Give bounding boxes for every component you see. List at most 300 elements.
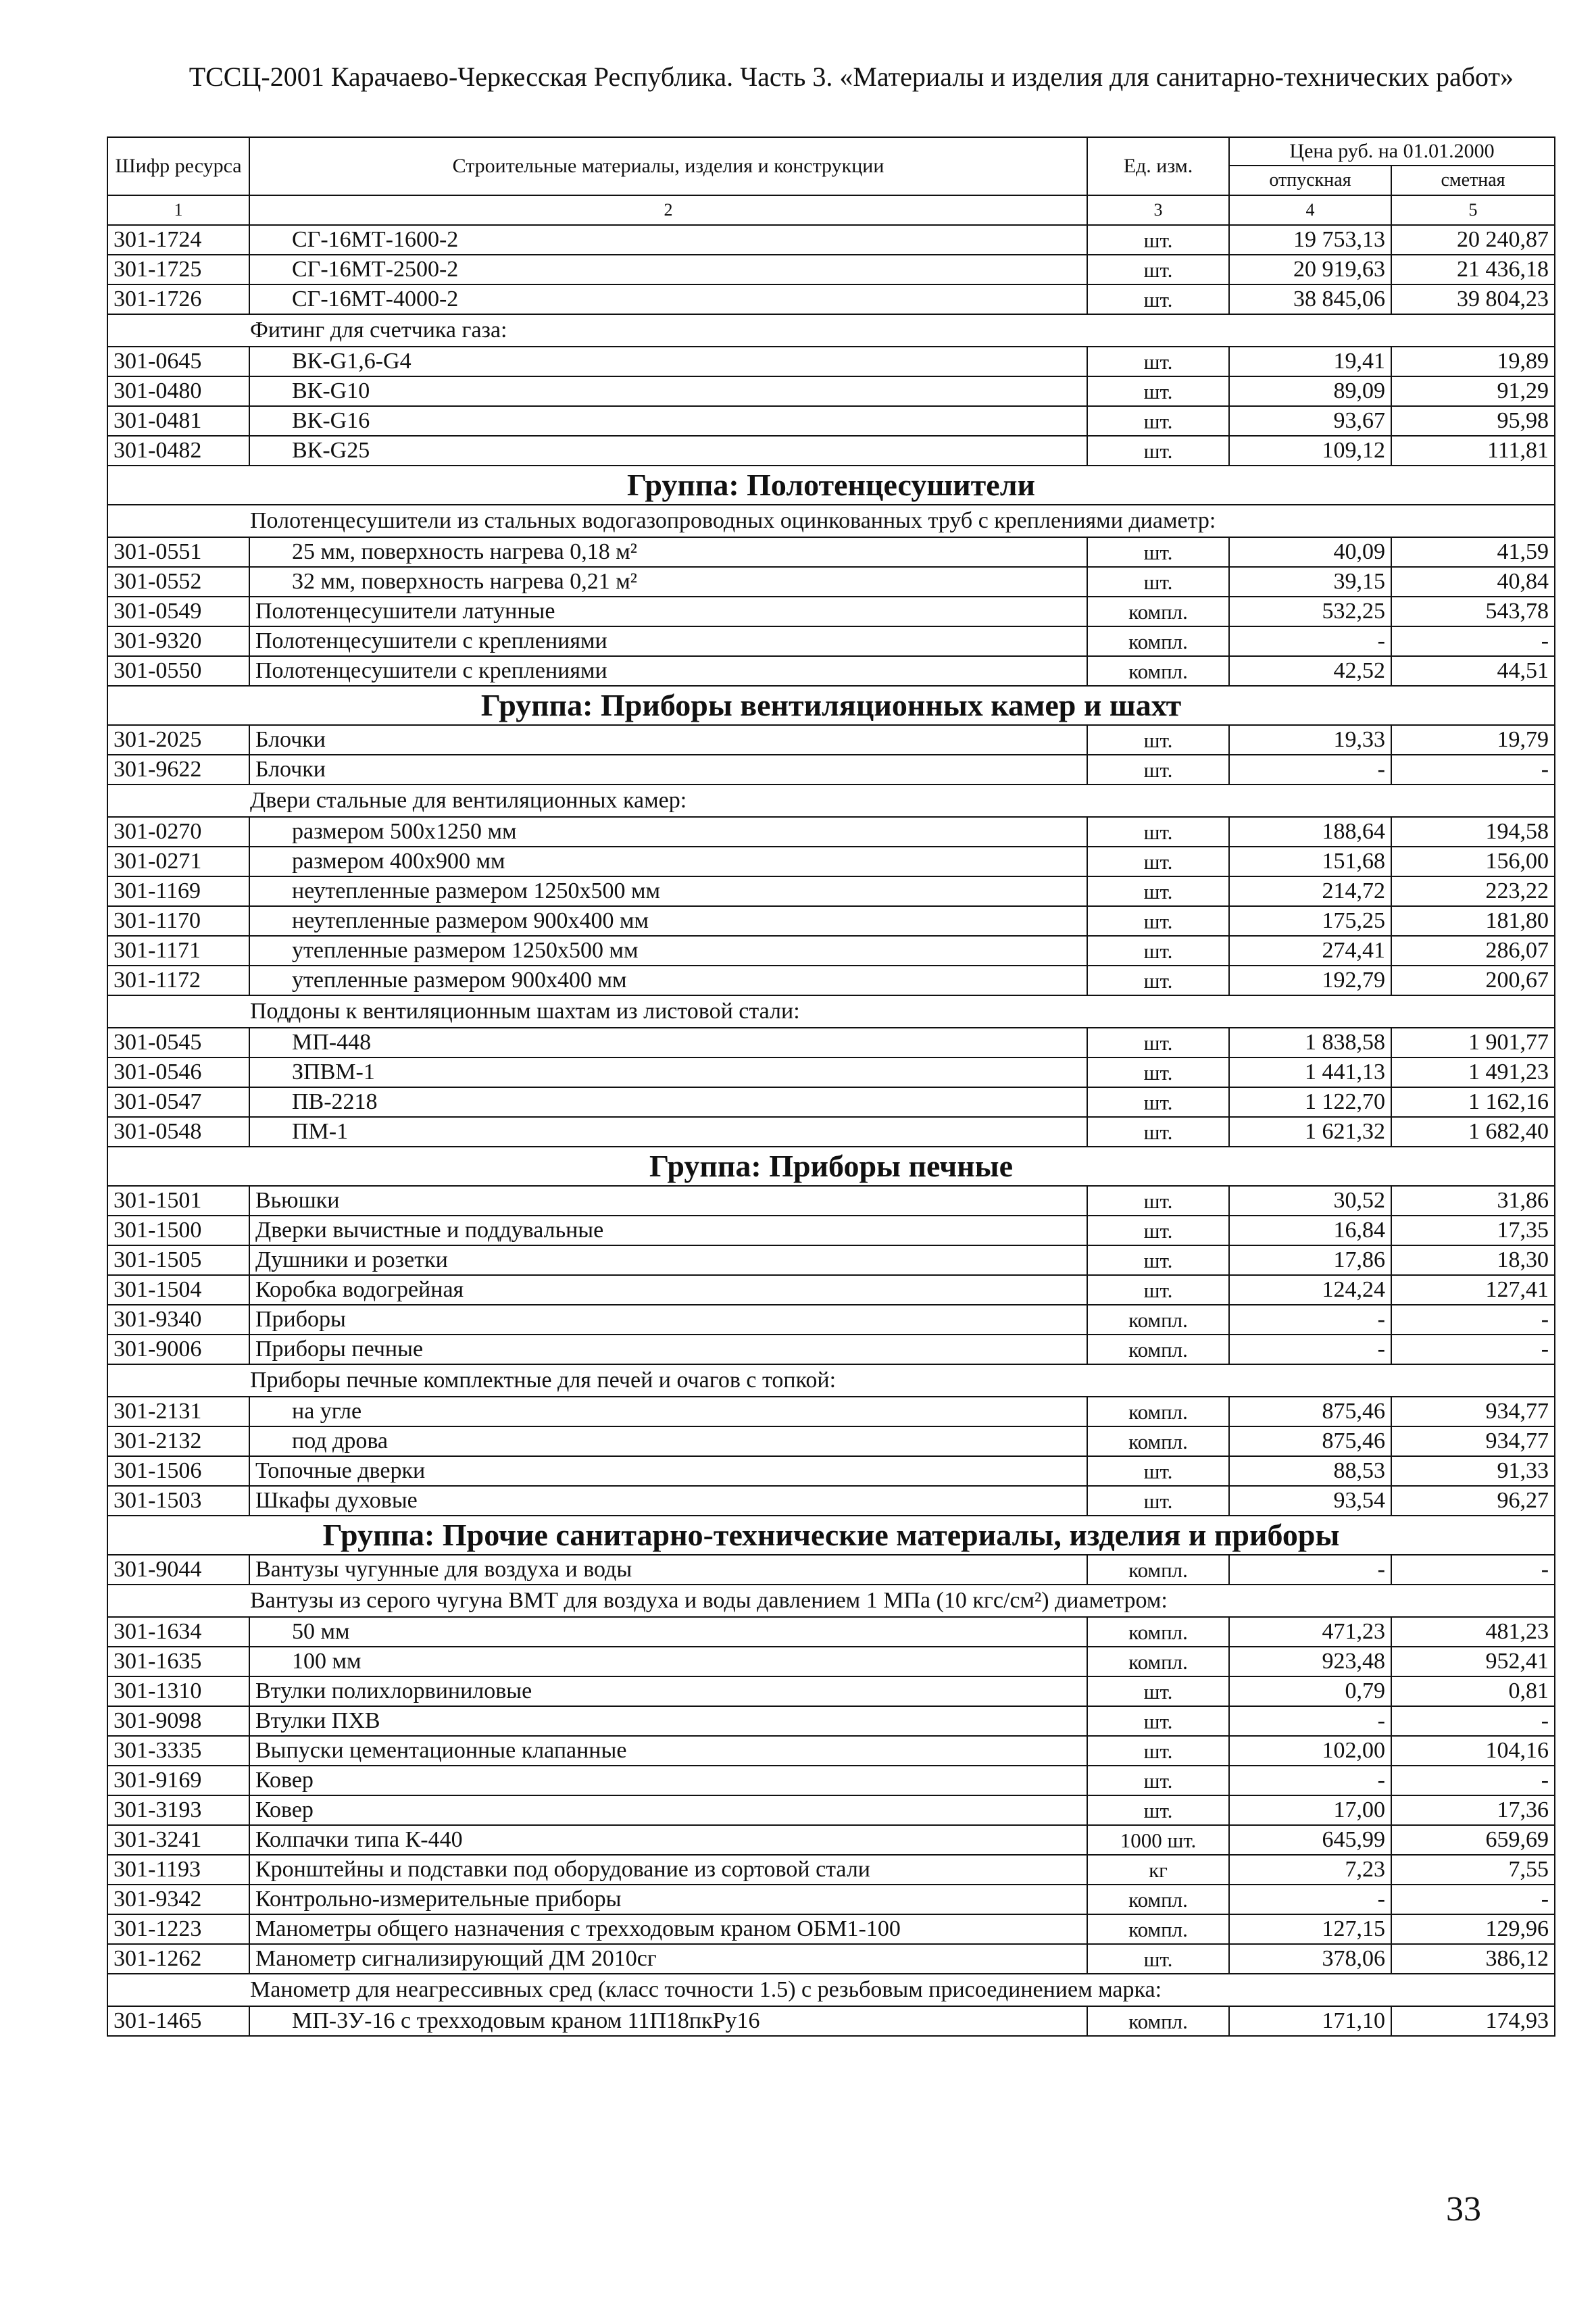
estimate-price: 194,58: [1391, 817, 1555, 847]
unit: шт.: [1087, 1676, 1229, 1706]
release-price: 38 845,06: [1229, 284, 1391, 314]
group-heading: Группа: Прочие санитарно-технические материалы, изделия и приборы: [107, 1516, 1555, 1555]
release-price: 1 122,70: [1229, 1087, 1391, 1117]
release-price: 0,79: [1229, 1676, 1391, 1706]
table-row: [107, 725, 1555, 755]
resource-code: 301-1193: [107, 1855, 249, 1885]
table-row: [107, 1766, 1555, 1795]
material-name: СГ-16МТ-1600-2: [249, 225, 1087, 255]
unit: компл.: [1087, 656, 1229, 686]
unit: компл.: [1087, 1914, 1229, 1944]
release-price: 274,41: [1229, 936, 1391, 966]
unit: шт.: [1087, 347, 1229, 376]
unit: компл.: [1087, 1555, 1229, 1585]
unit: шт.: [1087, 436, 1229, 466]
unit: шт.: [1087, 725, 1229, 755]
resource-code: 301-0545: [107, 1028, 249, 1057]
table-row: [107, 1305, 1555, 1335]
material-name: 32 мм, поверхность нагрева 0,21 м²: [249, 567, 1087, 597]
material-name: Вьюшки: [249, 1186, 1087, 1216]
resource-code: 301-1501: [107, 1186, 249, 1216]
col-header-estimate-price: сметная: [1391, 166, 1555, 195]
release-price: 89,09: [1229, 376, 1391, 406]
estimate-price: 1 491,23: [1391, 1057, 1555, 1087]
table-row: [107, 1647, 1555, 1676]
material-name: СГ-16МТ-2500-2: [249, 255, 1087, 284]
release-price: 20 919,63: [1229, 255, 1391, 284]
subheading-row: [107, 1364, 1555, 1397]
table-row: [107, 436, 1555, 466]
estimate-price: 40,84: [1391, 567, 1555, 597]
resource-code: 301-9044: [107, 1555, 249, 1585]
release-price: -: [1229, 1885, 1391, 1914]
estimate-price: 543,78: [1391, 597, 1555, 626]
resource-code: 301-0271: [107, 847, 249, 876]
column-number: 5: [1391, 195, 1555, 225]
release-price: 175,25: [1229, 906, 1391, 936]
material-name: Полотенцесушители с креплениями: [249, 626, 1087, 656]
resource-code: 301-1504: [107, 1275, 249, 1305]
resource-code: 301-1223: [107, 1914, 249, 1944]
estimate-price: 181,80: [1391, 906, 1555, 936]
col-header-name: Строительные материалы, изделия и конструкции: [249, 137, 1087, 195]
material-name: Топочные дверки: [249, 1456, 1087, 1486]
subheading-row: [107, 1585, 1555, 1617]
table-row: [107, 755, 1555, 785]
group-heading: Группа: Полотенцесушители: [107, 466, 1555, 505]
material-name: ПМ-1: [249, 1117, 1087, 1147]
table-row: [107, 656, 1555, 686]
resource-code: 301-1503: [107, 1486, 249, 1516]
material-name: 25 мм, поверхность нагрева 0,18 м²: [249, 537, 1087, 567]
unit: шт.: [1087, 1028, 1229, 1057]
release-price: -: [1229, 1706, 1391, 1736]
table-row: [107, 1885, 1555, 1914]
resource-code: 301-9342: [107, 1885, 249, 1914]
release-price: 88,53: [1229, 1456, 1391, 1486]
estimate-price: 19,89: [1391, 347, 1555, 376]
estimate-price: 1 682,40: [1391, 1117, 1555, 1147]
estimate-price: -: [1391, 626, 1555, 656]
material-name: Коробка водогрейная: [249, 1275, 1087, 1305]
resource-code: 301-0480: [107, 376, 249, 406]
material-name: ВК-G25: [249, 436, 1087, 466]
unit: шт.: [1087, 284, 1229, 314]
table-row: [107, 2006, 1555, 2036]
material-name: Втулки полихлорвиниловые: [249, 1676, 1087, 1706]
estimate-price: 127,41: [1391, 1275, 1555, 1305]
table-row: [107, 567, 1555, 597]
material-name: неутепленные размером 1250х500 мм: [249, 876, 1087, 906]
unit: шт.: [1087, 1736, 1229, 1766]
price-table: [107, 136, 1555, 2037]
group-heading: Группа: Приборы печные: [107, 1147, 1555, 1186]
estimate-price: -: [1391, 1335, 1555, 1364]
material-name: неутепленные размером 900х400 мм: [249, 906, 1087, 936]
estimate-price: 19,79: [1391, 725, 1555, 755]
material-name: МП-448: [249, 1028, 1087, 1057]
release-price: 39,15: [1229, 567, 1391, 597]
unit: компл.: [1087, 1335, 1229, 1364]
unit: шт.: [1087, 1766, 1229, 1795]
material-name: Приборы: [249, 1305, 1087, 1335]
material-name: Контрольно-измерительные приборы: [249, 1885, 1087, 1914]
material-name: размером 400х900 мм: [249, 847, 1087, 876]
release-price: 214,72: [1229, 876, 1391, 906]
subheading: Вантузы из серого чугуна ВМТ для воздуха и воды давлением 1 МПа (10 кгс/см²) диаметром:: [107, 1585, 1555, 1617]
release-price: 923,48: [1229, 1647, 1391, 1676]
resource-code: 301-1635: [107, 1647, 249, 1676]
unit: шт.: [1087, 966, 1229, 995]
col-header-release-price: отпускная: [1229, 166, 1391, 195]
resource-code: 301-3193: [107, 1795, 249, 1825]
material-name: 50 мм: [249, 1617, 1087, 1647]
material-name: Втулки ПХВ: [249, 1706, 1087, 1736]
table-row: [107, 847, 1555, 876]
resource-code: 301-2131: [107, 1397, 249, 1426]
resource-code: 301-1169: [107, 876, 249, 906]
table-row: [107, 1944, 1555, 1974]
estimate-price: 17,35: [1391, 1216, 1555, 1245]
table-row: [107, 626, 1555, 656]
unit: шт.: [1087, 1216, 1229, 1245]
group-heading-row: [107, 1516, 1555, 1555]
material-name: Полотенцесушители латунные: [249, 597, 1087, 626]
estimate-price: 111,81: [1391, 436, 1555, 466]
release-price: 188,64: [1229, 817, 1391, 847]
group-heading-row: [107, 1147, 1555, 1186]
table-row: [107, 1186, 1555, 1216]
unit: шт.: [1087, 1456, 1229, 1486]
estimate-price: 659,69: [1391, 1825, 1555, 1855]
release-price: 16,84: [1229, 1216, 1391, 1245]
unit: шт.: [1087, 847, 1229, 876]
unit: шт.: [1087, 1245, 1229, 1275]
resource-code: 301-2025: [107, 725, 249, 755]
table-row: [107, 1914, 1555, 1944]
estimate-price: 39 804,23: [1391, 284, 1555, 314]
page-number: 33: [1446, 2190, 1481, 2229]
resource-code: 301-0645: [107, 347, 249, 376]
resource-code: 301-1465: [107, 2006, 249, 2036]
resource-code: 301-0270: [107, 817, 249, 847]
table-row: [107, 876, 1555, 906]
table-row: [107, 1397, 1555, 1426]
estimate-price: 286,07: [1391, 936, 1555, 966]
material-name: ЗПВМ-1: [249, 1057, 1087, 1087]
table-row: [107, 817, 1555, 847]
unit: компл.: [1087, 1617, 1229, 1647]
estimate-price: 20 240,87: [1391, 225, 1555, 255]
resource-code: 301-1171: [107, 936, 249, 966]
unit: компл.: [1087, 1397, 1229, 1426]
material-name: ВК-G16: [249, 406, 1087, 436]
material-name: ВК-G1,6-G4: [249, 347, 1087, 376]
table-body: [107, 225, 1555, 2036]
release-price: 192,79: [1229, 966, 1391, 995]
release-price: 42,52: [1229, 656, 1391, 686]
estimate-price: 386,12: [1391, 1944, 1555, 1974]
material-name: Дверки вычистные и поддувальные: [249, 1216, 1087, 1245]
resource-code: 301-0481: [107, 406, 249, 436]
release-price: 124,24: [1229, 1275, 1391, 1305]
table-row: [107, 936, 1555, 966]
resource-code: 301-9320: [107, 626, 249, 656]
material-name: ПВ-2218: [249, 1087, 1087, 1117]
estimate-price: 129,96: [1391, 1914, 1555, 1944]
estimate-price: 7,55: [1391, 1855, 1555, 1885]
unit: компл.: [1087, 1885, 1229, 1914]
subheading-row: [107, 1974, 1555, 2006]
unit: шт.: [1087, 1706, 1229, 1736]
release-price: 7,23: [1229, 1855, 1391, 1885]
table-row: [107, 1736, 1555, 1766]
col-header-code: Шифр ресурса: [107, 137, 249, 195]
resource-code: 301-0549: [107, 597, 249, 626]
release-price: 19,33: [1229, 725, 1391, 755]
release-price: 1 838,58: [1229, 1028, 1391, 1057]
table-row: [107, 1617, 1555, 1647]
col-header-unit: Ед. изм.: [1087, 137, 1229, 195]
unit: шт.: [1087, 1275, 1229, 1305]
material-name: Шкафы духовые: [249, 1486, 1087, 1516]
material-name: ВК-G10: [249, 376, 1087, 406]
estimate-price: 91,29: [1391, 376, 1555, 406]
estimate-price: 18,30: [1391, 1245, 1555, 1275]
material-name: на угле: [249, 1397, 1087, 1426]
resource-code: 301-1262: [107, 1944, 249, 1974]
estimate-price: -: [1391, 1766, 1555, 1795]
table-row: [107, 597, 1555, 626]
material-name: Вантузы чугунные для воздуха и воды: [249, 1555, 1087, 1585]
release-price: -: [1229, 1305, 1391, 1335]
table-row: [107, 376, 1555, 406]
table-row: [107, 1555, 1555, 1585]
material-name: утепленные размером 1250х500 мм: [249, 936, 1087, 966]
material-name: размером 500х1250 мм: [249, 817, 1087, 847]
estimate-price: 952,41: [1391, 1647, 1555, 1676]
material-name: Блочки: [249, 725, 1087, 755]
table-row: [107, 1426, 1555, 1456]
estimate-price: 934,77: [1391, 1397, 1555, 1426]
column-number: 4: [1229, 195, 1391, 225]
subheading: Двери стальные для вентиляционных камер:: [107, 785, 1555, 817]
release-price: -: [1229, 626, 1391, 656]
estimate-price: 200,67: [1391, 966, 1555, 995]
group-heading-row: [107, 466, 1555, 505]
resource-code: 301-1172: [107, 966, 249, 995]
table-row: [107, 1335, 1555, 1364]
estimate-price: 96,27: [1391, 1486, 1555, 1516]
release-price: 19 753,13: [1229, 225, 1391, 255]
column-number-row: [107, 195, 1555, 225]
table-row: [107, 255, 1555, 284]
unit: шт.: [1087, 936, 1229, 966]
unit: шт.: [1087, 1117, 1229, 1147]
subheading: Манометр для неагрессивных сред (класс точности 1.5) с резьбовым присоединением марка:: [107, 1974, 1555, 2006]
release-price: 875,46: [1229, 1397, 1391, 1426]
resource-code: 301-3335: [107, 1736, 249, 1766]
release-price: 40,09: [1229, 537, 1391, 567]
release-price: 93,67: [1229, 406, 1391, 436]
unit: кг: [1087, 1855, 1229, 1885]
release-price: 30,52: [1229, 1186, 1391, 1216]
table-row: [107, 1676, 1555, 1706]
page-title: ТССЦ-2001 Карачаево-Черкесская Республика. Часть 3. «Материалы и изделия для санитарно-технических работ»: [189, 61, 1514, 92]
group-heading: Группа: Приборы вентиляционных камер и шахт: [107, 686, 1555, 725]
unit: компл.: [1087, 1426, 1229, 1456]
material-name: Ковер: [249, 1766, 1087, 1795]
table-row: [107, 1795, 1555, 1825]
table-row: [107, 284, 1555, 314]
estimate-price: 17,36: [1391, 1795, 1555, 1825]
estimate-price: -: [1391, 755, 1555, 785]
table-row: [107, 537, 1555, 567]
resource-code: 301-9622: [107, 755, 249, 785]
table-row: [107, 1245, 1555, 1275]
estimate-price: 174,93: [1391, 2006, 1555, 2036]
subheading: Поддоны к вентиляционным шахтам из листовой стали:: [107, 995, 1555, 1028]
table-row: [107, 1028, 1555, 1057]
column-number: 3: [1087, 195, 1229, 225]
estimate-price: 1 162,16: [1391, 1087, 1555, 1117]
release-price: 471,23: [1229, 1617, 1391, 1647]
estimate-price: 95,98: [1391, 406, 1555, 436]
release-price: 171,10: [1229, 2006, 1391, 2036]
resource-code: 301-9340: [107, 1305, 249, 1335]
release-price: 151,68: [1229, 847, 1391, 876]
unit: шт.: [1087, 1186, 1229, 1216]
table-row: [107, 1456, 1555, 1486]
material-name: Манометр сигнализирующий ДМ 2010сг: [249, 1944, 1087, 1974]
unit: шт.: [1087, 755, 1229, 785]
estimate-price: 31,86: [1391, 1186, 1555, 1216]
estimate-price: 0,81: [1391, 1676, 1555, 1706]
table-row: [107, 966, 1555, 995]
group-heading-row: [107, 686, 1555, 725]
resource-code: 301-1170: [107, 906, 249, 936]
resource-code: 301-1310: [107, 1676, 249, 1706]
material-name: Колпачки типа К-440: [249, 1825, 1087, 1855]
resource-code: 301-1724: [107, 225, 249, 255]
material-name: Приборы печные: [249, 1335, 1087, 1364]
unit: компл.: [1087, 597, 1229, 626]
unit: шт.: [1087, 1087, 1229, 1117]
estimate-price: -: [1391, 1305, 1555, 1335]
resource-code: 301-1634: [107, 1617, 249, 1647]
table-row: [107, 906, 1555, 936]
unit: шт.: [1087, 567, 1229, 597]
release-price: 19,41: [1229, 347, 1391, 376]
estimate-price: 41,59: [1391, 537, 1555, 567]
material-name: Ковер: [249, 1795, 1087, 1825]
material-name: Полотенцесушители с креплениями: [249, 656, 1087, 686]
resource-code: 301-0548: [107, 1117, 249, 1147]
table-row: [107, 1087, 1555, 1117]
release-price: 645,99: [1229, 1825, 1391, 1855]
resource-code: 301-9098: [107, 1706, 249, 1736]
estimate-price: 223,22: [1391, 876, 1555, 906]
material-name: 100 мм: [249, 1647, 1087, 1676]
unit: шт.: [1087, 406, 1229, 436]
subheading-row: [107, 314, 1555, 347]
unit: компл.: [1087, 1647, 1229, 1676]
unit: компл.: [1087, 1305, 1229, 1335]
unit: шт.: [1087, 1057, 1229, 1087]
resource-code: 301-3241: [107, 1825, 249, 1855]
material-name: Манометры общего назначения с трехходовым краном ОБМ1-100: [249, 1914, 1087, 1944]
material-name: Блочки: [249, 755, 1087, 785]
subheading-row: [107, 995, 1555, 1028]
estimate-price: 934,77: [1391, 1426, 1555, 1456]
table-row: [107, 347, 1555, 376]
estimate-price: -: [1391, 1706, 1555, 1736]
unit: шт.: [1087, 1944, 1229, 1974]
table-header-row: [107, 137, 1555, 166]
table-row: [107, 1825, 1555, 1855]
unit: шт.: [1087, 225, 1229, 255]
release-price: 102,00: [1229, 1736, 1391, 1766]
resource-code: 301-9006: [107, 1335, 249, 1364]
unit: шт.: [1087, 376, 1229, 406]
resource-code: 301-1726: [107, 284, 249, 314]
unit: шт.: [1087, 876, 1229, 906]
resource-code: 301-0546: [107, 1057, 249, 1087]
resource-code: 301-0550: [107, 656, 249, 686]
resource-code: 301-0551: [107, 537, 249, 567]
material-name: Кронштейны и подставки под оборудование из сортовой стали: [249, 1855, 1087, 1885]
column-number: 1: [107, 195, 249, 225]
subheading: Полотенцесушители из стальных водогазопроводных оцинкованных труб с креплениями диаметр:: [107, 505, 1555, 537]
resource-code: 301-9169: [107, 1766, 249, 1795]
table-row: [107, 1486, 1555, 1516]
subheading: Фитинг для счетчика газа:: [107, 314, 1555, 347]
resource-code: 301-1506: [107, 1456, 249, 1486]
resource-code: 301-2132: [107, 1426, 249, 1456]
resource-code: 301-0482: [107, 436, 249, 466]
release-price: 127,15: [1229, 1914, 1391, 1944]
subheading: Приборы печные комплектные для печей и очагов с топкой:: [107, 1364, 1555, 1397]
release-price: 1 441,13: [1229, 1057, 1391, 1087]
release-price: 378,06: [1229, 1944, 1391, 1974]
estimate-price: -: [1391, 1555, 1555, 1585]
release-price: 109,12: [1229, 436, 1391, 466]
release-price: 875,46: [1229, 1426, 1391, 1456]
release-price: -: [1229, 755, 1391, 785]
resource-code: 301-0552: [107, 567, 249, 597]
subheading-row: [107, 785, 1555, 817]
unit: шт.: [1087, 906, 1229, 936]
release-price: 17,00: [1229, 1795, 1391, 1825]
unit: 1000 шт.: [1087, 1825, 1229, 1855]
column-number: 2: [249, 195, 1087, 225]
release-price: 93,54: [1229, 1486, 1391, 1516]
resource-code: 301-1500: [107, 1216, 249, 1245]
unit: шт.: [1087, 1795, 1229, 1825]
material-name: Выпуски цементационные клапанные: [249, 1736, 1087, 1766]
release-price: -: [1229, 1766, 1391, 1795]
table-row: [107, 406, 1555, 436]
table-row: [107, 1855, 1555, 1885]
table-row: [107, 225, 1555, 255]
release-price: -: [1229, 1555, 1391, 1585]
estimate-price: 1 901,77: [1391, 1028, 1555, 1057]
resource-code: 301-1725: [107, 255, 249, 284]
material-name: СГ-16МТ-4000-2: [249, 284, 1087, 314]
col-header-price-group: Цена руб. на 01.01.2000: [1229, 137, 1555, 166]
estimate-price: 91,33: [1391, 1456, 1555, 1486]
estimate-price: 21 436,18: [1391, 255, 1555, 284]
